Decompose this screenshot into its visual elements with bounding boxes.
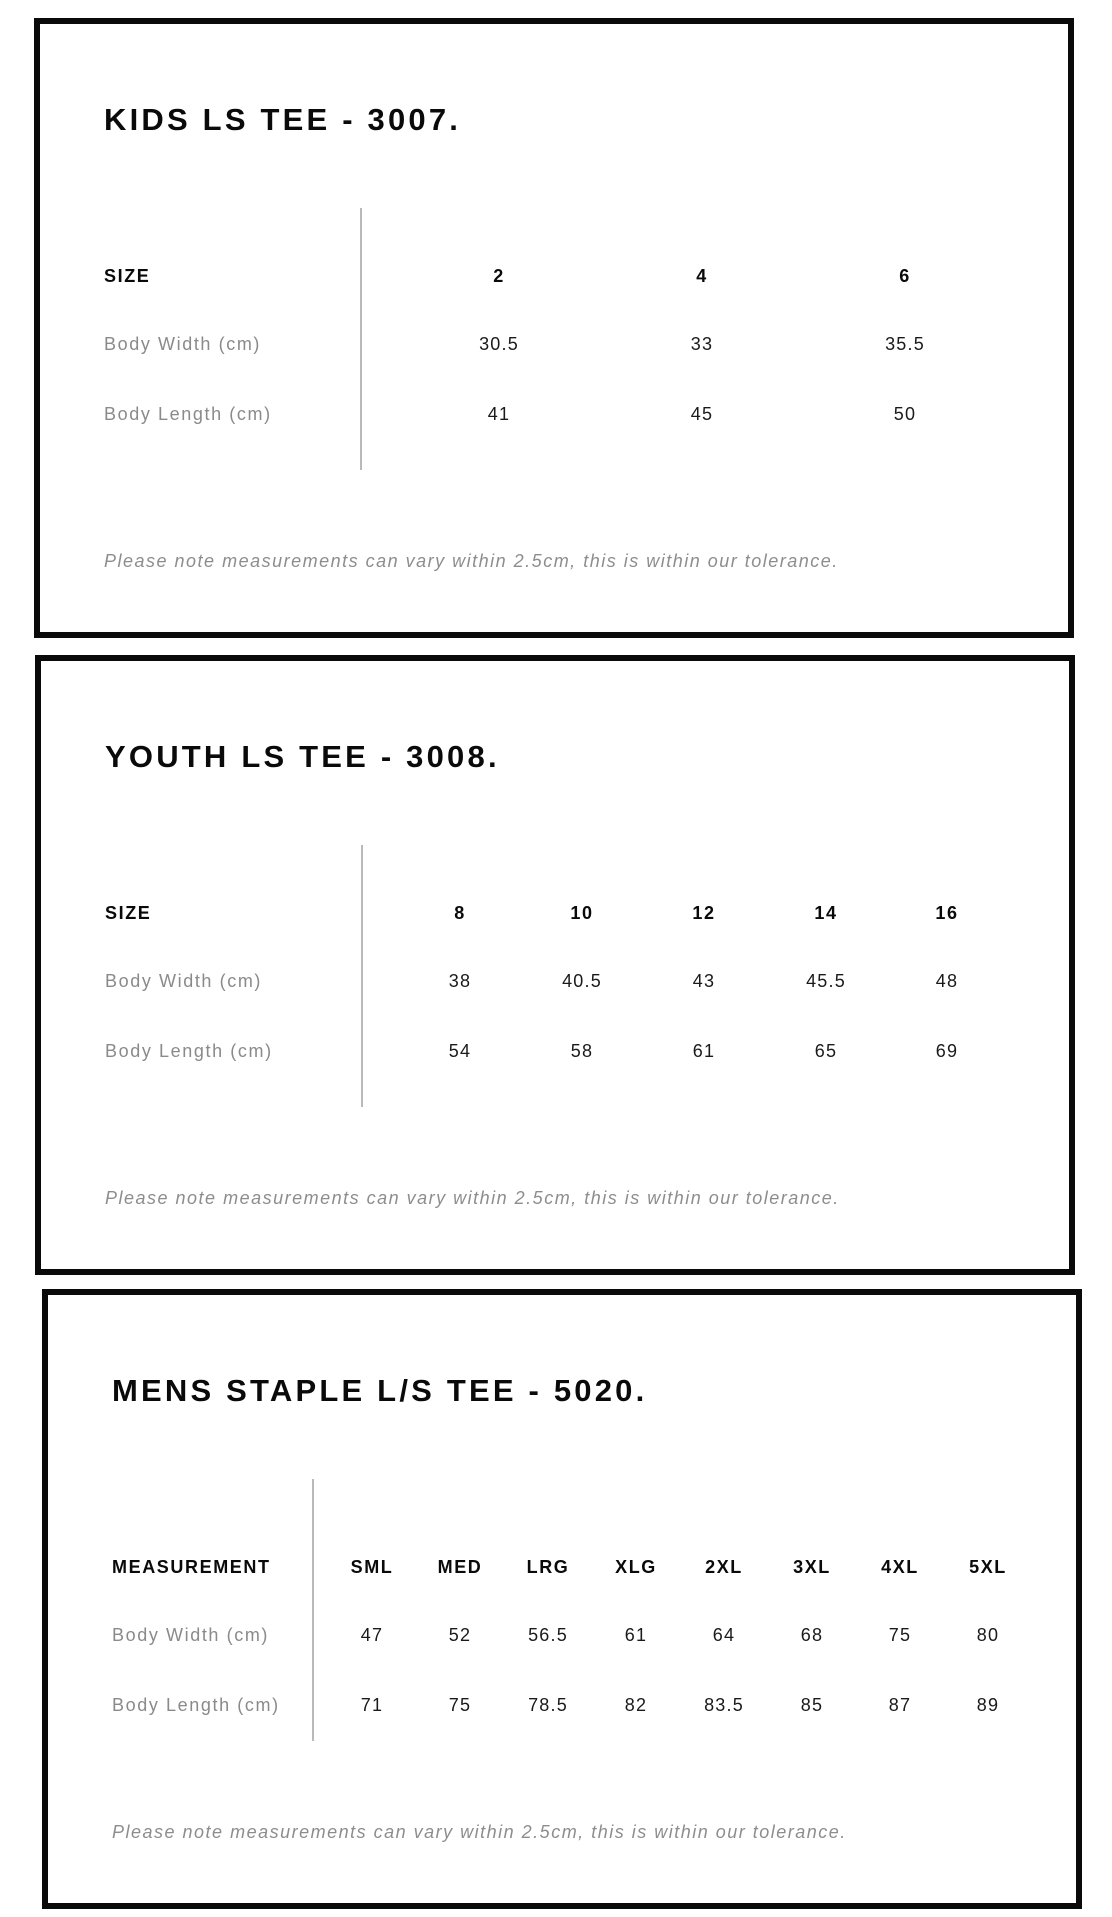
- body-length-cell: 45: [690, 404, 714, 424]
- tolerance-note: Please note measurements can vary within 2.5cm, this is within our tolerance.: [104, 551, 839, 571]
- body-length-cell: 75: [448, 1695, 472, 1715]
- size-column-header: MED: [437, 1557, 483, 1577]
- size-column-header: 4XL: [881, 1557, 919, 1577]
- size-column-header: 3XL: [793, 1557, 831, 1577]
- body-width-cell: 45.5: [806, 971, 846, 991]
- size-column-header: XLG: [615, 1557, 657, 1577]
- body-length-cell: 83.5: [704, 1695, 744, 1715]
- column-divider: [361, 845, 363, 1107]
- mens-chart-title: MENS STAPLE L/S TEE - 5020.: [112, 1373, 648, 1408]
- kids-chart-title: KIDS LS TEE - 3007.: [104, 102, 462, 137]
- size-column-header: LRG: [526, 1557, 570, 1577]
- body-width-cell: 30.5: [479, 334, 519, 354]
- body-length-cell: 89: [976, 1695, 1000, 1715]
- size-column-header: 2: [493, 266, 505, 286]
- body-width-cell: 61: [624, 1625, 648, 1645]
- tolerance-note: Please note measurements can vary within 2.5cm, this is within our tolerance.: [112, 1822, 847, 1842]
- body-length-cell: 71: [360, 1695, 384, 1715]
- body-length-cell: 69: [935, 1041, 959, 1061]
- column-divider: [360, 208, 362, 470]
- body-width-cell: 43: [692, 971, 716, 991]
- body-length-cell: 65: [814, 1041, 838, 1061]
- body-width-cell: 68: [800, 1625, 824, 1645]
- body-length-cell: 41: [487, 404, 511, 424]
- column-divider: [312, 1479, 314, 1741]
- body-width-cell: 38: [448, 971, 472, 991]
- body-length-cell: 85: [800, 1695, 824, 1715]
- mens-size-chart-card: [42, 1289, 1082, 1909]
- size-header-label: SIZE: [105, 903, 152, 923]
- body-length-label: Body Length (cm): [112, 1695, 280, 1715]
- body-length-cell: 50: [893, 404, 917, 424]
- kids-size-chart-card: [34, 18, 1074, 638]
- body-width-cell: 52: [448, 1625, 472, 1645]
- body-length-label: Body Length (cm): [104, 404, 272, 424]
- body-width-cell: 47: [360, 1625, 384, 1645]
- size-header-label: SIZE: [104, 266, 151, 286]
- body-length-cell: 78.5: [528, 1695, 568, 1715]
- size-column-header: 14: [814, 903, 838, 923]
- body-length-label: Body Length (cm): [105, 1041, 273, 1061]
- youth-size-chart-card: [35, 655, 1075, 1275]
- size-column-header: 10: [570, 903, 594, 923]
- body-length-cell: 82: [624, 1695, 648, 1715]
- body-length-cell: 87: [888, 1695, 912, 1715]
- tolerance-note: Please note measurements can vary within 2.5cm, this is within our tolerance.: [105, 1188, 840, 1208]
- body-length-cell: 58: [570, 1041, 594, 1061]
- size-column-header: 8: [454, 903, 466, 923]
- body-length-cell: 61: [692, 1041, 716, 1061]
- size-column-header: 4: [696, 266, 708, 286]
- body-width-cell: 64: [712, 1625, 736, 1645]
- measurement-header-label: MEASUREMENT: [112, 1557, 271, 1577]
- body-width-cell: 56.5: [528, 1625, 568, 1645]
- size-column-header: 6: [899, 266, 911, 286]
- youth-chart-title: YOUTH LS TEE - 3008.: [105, 739, 500, 774]
- size-column-header: 5XL: [969, 1557, 1007, 1577]
- body-width-cell: 40.5: [562, 971, 602, 991]
- body-width-cell: 75: [888, 1625, 912, 1645]
- body-width-cell: 80: [976, 1625, 1000, 1645]
- body-width-cell: 35.5: [885, 334, 925, 354]
- size-column-header: 12: [692, 903, 716, 923]
- body-width-cell: 48: [935, 971, 959, 991]
- size-column-header: 16: [935, 903, 959, 923]
- body-length-cell: 54: [448, 1041, 472, 1061]
- body-width-label: Body Width (cm): [112, 1625, 270, 1645]
- size-column-header: SML: [350, 1557, 394, 1577]
- body-width-cell: 33: [690, 334, 714, 354]
- body-width-label: Body Width (cm): [104, 334, 262, 354]
- body-width-label: Body Width (cm): [105, 971, 263, 991]
- size-column-header: 2XL: [705, 1557, 743, 1577]
